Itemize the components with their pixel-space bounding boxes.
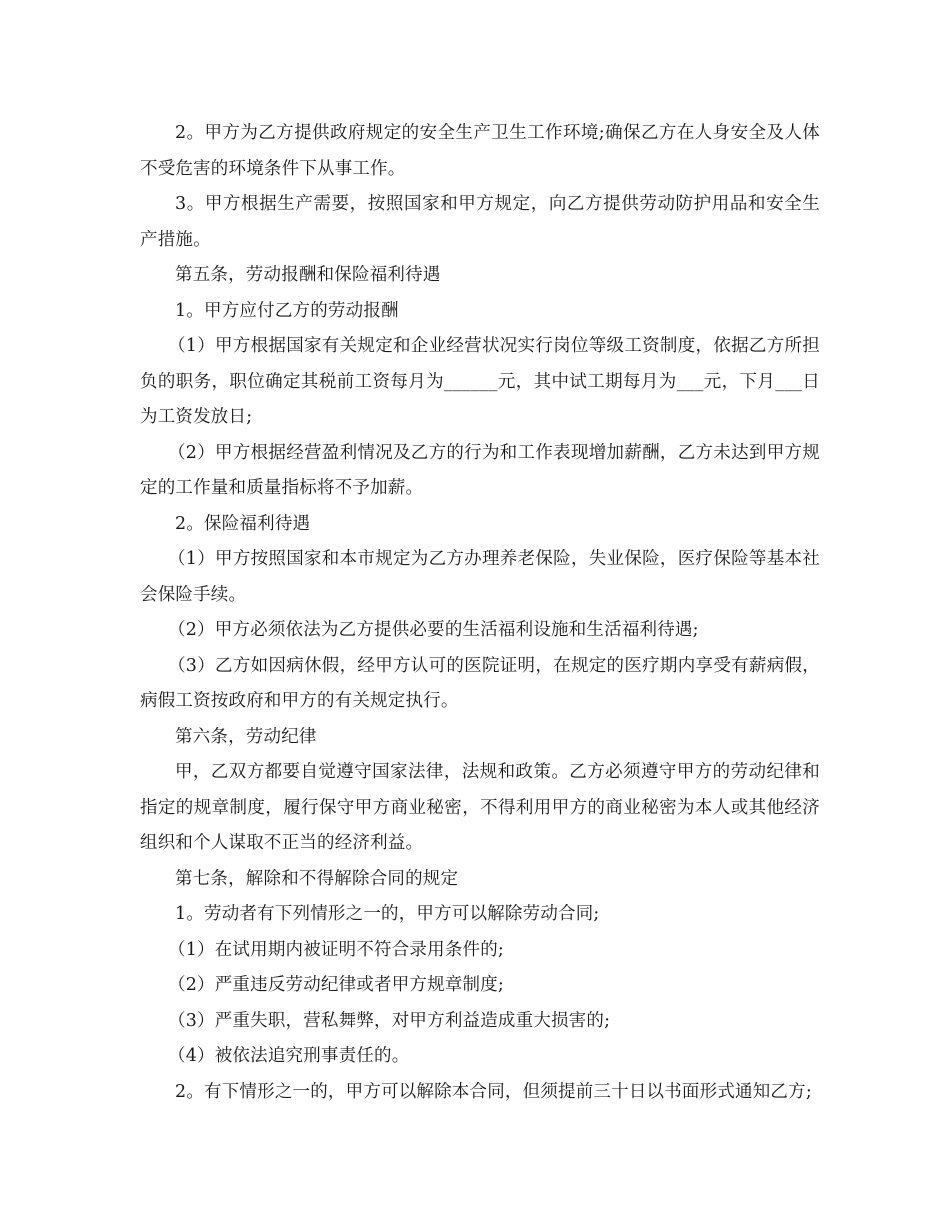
paragraph-article7-item1-sub4: （4）被依法追究刑事责任的。 [168,1046,410,1066]
paragraph-article5-item1: 1。甲方应付乙方的劳动报酬 [175,300,399,321]
paragraph-article4-item3: 3。甲方根据生产需要，按照国家和甲方规定，向乙方提供劳动防护用品和安全生产措施。 [140,194,820,250]
paragraph-article7-item1-sub3: （3）严重失职，营私舞弊，对甲方利益造成重大损害的; [168,1010,611,1031]
heading-article7: 第七条，解除和不得解除合同的规定 [175,868,459,889]
heading-article5: 第五条，劳动报酬和保险福利待遇 [175,265,441,285]
paragraph-article5-item2-sub1: （1）甲方按照国家和本市规定为乙方办理养老保险，失业保险，医疗保险等基本社会保险手续。 [140,549,820,605]
paragraph-article7-item1: 1。劳动者有下列情形之一的，甲方可以解除劳动合同; [175,904,600,924]
paragraph-article7-item1-sub2: （2）严重违反劳动纪律或者甲方规章制度; [168,975,505,995]
paragraph-article4-item2: 2。甲方为乙方提供政府规定的安全生产卫生工作环境;确保乙方在人身安全及人体不受危害的环境条件下从事工作。 [140,123,820,179]
paragraph-article5-item1-sub2: （2）甲方根据经营盈利情况及乙方的行为和工作表现增加薪酬，乙方未达到甲方规定的工作量和质量指标将不予加薪。 [140,442,820,498]
paragraph-article7-item2: 2。有下情形之一的，甲方可以解除本合同，但须提前三十日以书面形式通知乙方; [175,1081,812,1102]
paragraph-article5-item2: 2。保险福利待遇 [175,513,311,534]
paragraph-article6-body: 甲，乙双方都要自觉遵守国家法律，法规和政策。乙方必须遵守甲方的劳动纪律和指定的规章制度，履行保守甲方商业秘密，不得利用甲方的商业秘密为本人或其他经济组织和个人谋取不正当的经济利益。 [140,762,820,853]
paragraph-article5-item2-sub3: （3）乙方如因病休假，经甲方认可的医院证明，在规定的医疗期内享受有薪病假，病假工资按政府和甲方的有关规定执行。 [140,655,820,711]
paragraph-article5-item1-sub1: （1）甲方根据国家有关规定和企业经营状况实行岗位等级工资制度，依据乙方所担负的职务，职位确定其税前工资每月为______元，其中试工期每月为___元，下月___日为工资发放日; [140,336,820,427]
paragraph-article7-item1-sub1: （1）在试用期内被证明不符合录用条件的; [168,939,505,960]
heading-article6: 第六条，劳动纪律 [175,726,317,747]
document-body [140,116,820,1110]
paragraph-article5-item2-sub2: （2）甲方必须依法为乙方提供必要的生活福利设施和生活福利待遇; [168,620,699,640]
